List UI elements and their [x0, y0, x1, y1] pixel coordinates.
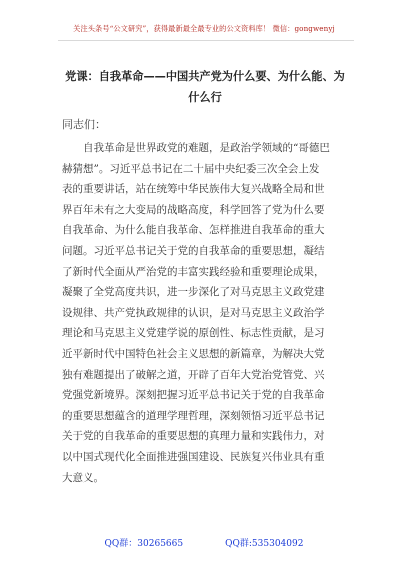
body-line: 问题。习近平总书记关于党的自我革命的重要思想，凝结 [62, 244, 325, 257]
body-line: 设规律、共产党执政规律的认识，是对马克思主义政治学 [62, 306, 325, 319]
body-paragraph [62, 138, 347, 488]
body-line: 以中国式现代化全面推进强国建设、民族复兴伟业具有重 [62, 450, 325, 463]
body-line: 表的重要讲话，站在统筹中华民族伟大复兴战略全局和世 [62, 183, 325, 196]
body-line: 党强党新境界。深刻把握习近平总书记关于党的自我革命 [62, 389, 325, 402]
document-title-line-2: 什么行 [188, 91, 222, 104]
body-line: 凝聚了全党高度共识，进一步深化了对马克思主义政党建 [62, 286, 325, 299]
body-line: 大意义。 [62, 471, 104, 484]
document-title [56, 66, 354, 108]
header-divider [58, 40, 354, 41]
body-line: 关于党的自我革命的重要思想的真理力量和实践伟力，对 [62, 430, 325, 443]
body-line: 了新时代全面从严治党的丰富实践经验和重要理论成果， [62, 265, 325, 278]
footer-qq-group-left: QQ群：30265665 [104, 539, 184, 549]
salutation: 同志们： [62, 118, 106, 131]
body-line: 界百年未有之大变局的战略高度，科学回答了党为什么要 [62, 203, 325, 216]
body-line: 自我革命、为什么能自我革命、怎样推进自我革命的重大 [62, 224, 325, 237]
footer-contact [0, 536, 408, 549]
body-line: 赫猜想”。习近平总书记在二十届中央纪委三次全会上发 [62, 162, 320, 175]
footer-qq-group-right: QQ群:535304092 [225, 539, 304, 549]
header-banner: 关注头条号“公文研究”，获得最新最全最专业的公文资料库！ 微信：gongwenyj [73, 24, 335, 33]
document-title-line-1: 党课：自我革命——中国共产党为什么要、为什么能、为 [65, 70, 345, 83]
body-line: 自我革命是世界政党的难题，是政治学领域的“哥德巴 [83, 142, 330, 154]
body-line: 的重要思想蕴含的道理学理哲理，深刻领悟习近平总书记 [62, 409, 325, 422]
body-line: 理论和马克思主义党建学说的原创性、标志性贡献，是习 [62, 327, 325, 340]
body-line: 近平新时代中国特色社会主义思想的新篇章，为解决大党 [62, 347, 325, 360]
body-line: 独有难题提出了破解之道，开辟了百年大党治党管党、兴 [62, 368, 325, 381]
